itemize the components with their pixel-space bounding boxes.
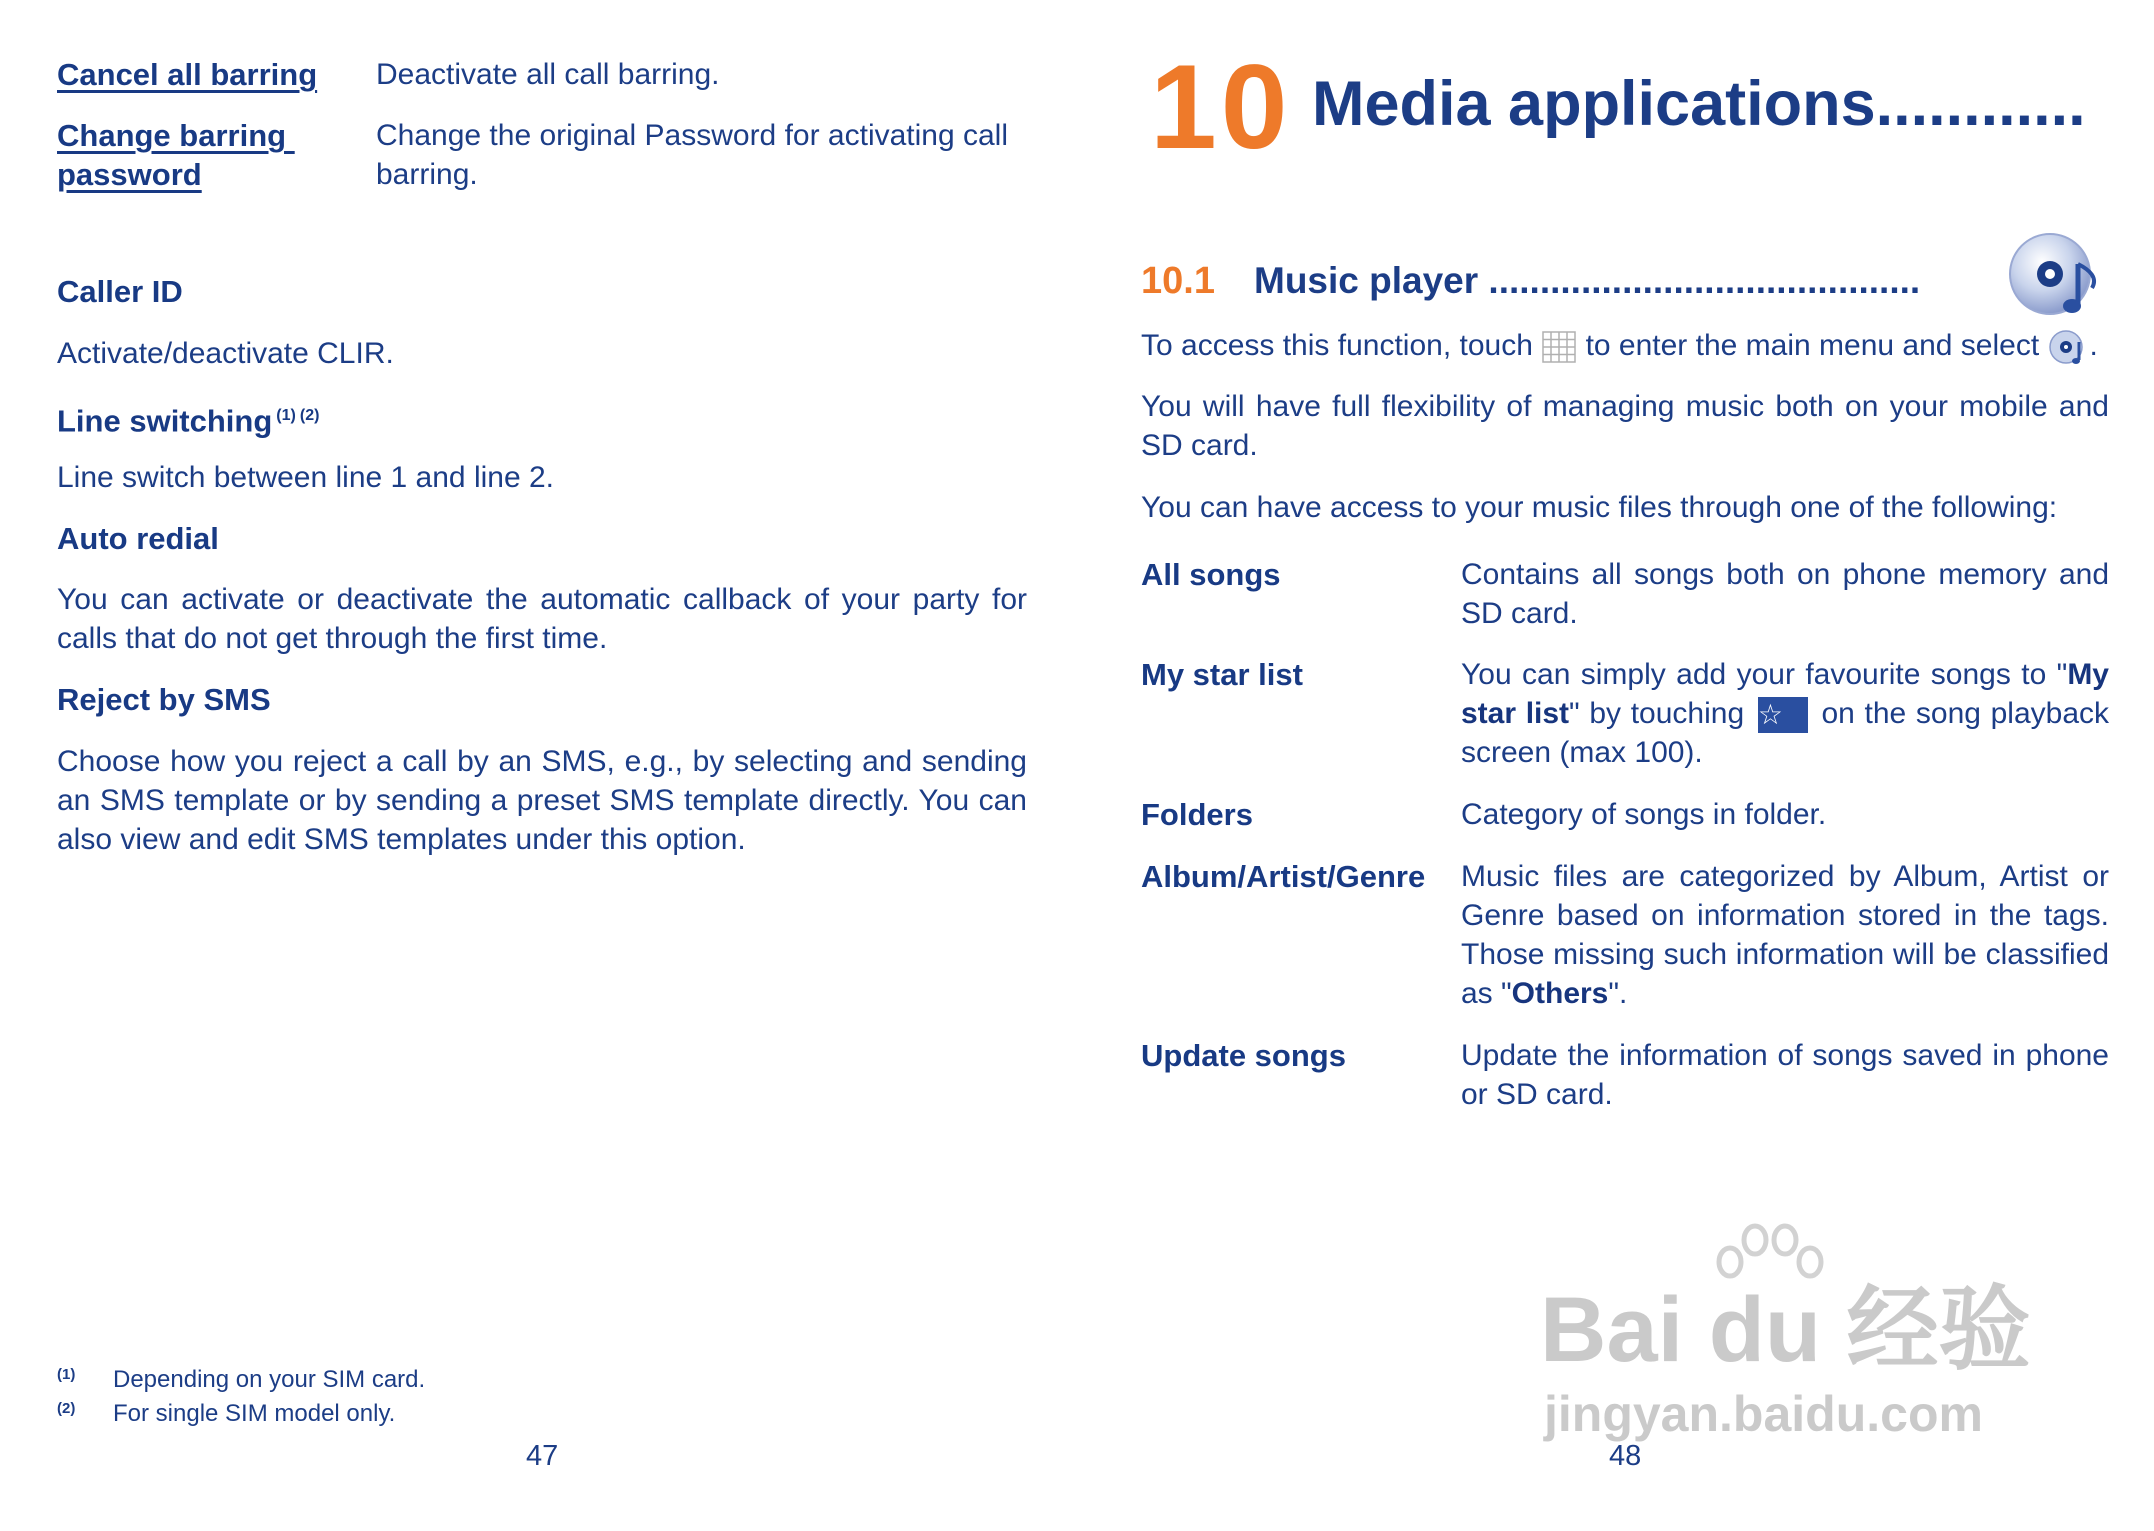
term-all-songs: All songs (1141, 557, 1281, 592)
term-my-star-list: My star list (1141, 657, 1303, 692)
music-app-icon (2048, 328, 2090, 366)
section-title: Music player .......................................... (1254, 260, 1921, 301)
music-disc-icon (2008, 230, 2104, 320)
baidu-watermark (1540, 1220, 2060, 1450)
desc-all-songs: Contains all songs both on phone memory and SD card. (1461, 558, 2109, 630)
text-line-switching: Line switch between line 1 and line 2. (57, 461, 554, 494)
desc-update-songs: Update the information of songs saved in phone or SD card. (1461, 1039, 2109, 1111)
term-folders: Folders (1141, 797, 1253, 832)
term-album-artist-genre: Album/Artist/Genre (1141, 859, 1426, 894)
footnote-2 (57, 1400, 395, 1428)
star-icon: ☆ (1758, 697, 1808, 733)
text-caller-id: Activate/deactivate CLIR. (57, 337, 394, 370)
star-list-bold-2: star list (1461, 697, 1570, 730)
desc-my-star-list (1461, 655, 2109, 772)
footnote-1-mark: (1) (57, 1366, 76, 1383)
footnote-1-text: Depending on your SIM card. (113, 1366, 426, 1393)
heading-auto-redial: Auto redial (57, 521, 219, 556)
star-list-text-a: You can simply add your favourite songs to " (1461, 658, 2068, 691)
heading-caller-id: Caller ID (57, 274, 183, 309)
footnote-ref-2: (2) (299, 407, 320, 424)
term-change-barring-line1: Change barring (57, 118, 295, 153)
desc-cancel-all-barring: Deactivate all call barring. (376, 58, 720, 91)
star-list-bold-1: My (2067, 658, 2109, 691)
watermark-line1: Bai du 经验 (1540, 1279, 2031, 1381)
album-text-b: ". (1608, 977, 1628, 1010)
term-cancel-all-barring: Cancel all barring (57, 57, 318, 92)
term-change-barring-line2: password (57, 157, 202, 192)
paragraph-access-options: You can have access to your music files through one of the following: (1141, 491, 2058, 524)
page-number-left: 47 (526, 1440, 559, 1472)
term-update-songs: Update songs (1141, 1038, 1346, 1073)
album-bold-others: Others (1511, 977, 1609, 1010)
main-menu-grid-icon (1541, 330, 1577, 364)
text-auto-redial: You can activate or deactivate the automatic callback of your party for calls that do not get through the first time. (57, 583, 1027, 655)
text-reject-by-sms: Choose how you reject a call by an SMS, e.g., by selecting and sending an SMS template or by sending a preset SMS template directly. You can also view and edit SMS templates under this option. (57, 745, 1027, 856)
access-text-b: to enter the main menu and select (1585, 329, 2040, 362)
access-text-a: To access this function, touch (1141, 329, 1533, 362)
footnote-2-mark: (2) (57, 1400, 76, 1417)
heading-reject-by-sms: Reject by SMS (57, 682, 271, 717)
album-text-a: Music files are categorized by Album, Artist or Genre based on information stored in the tags. Those missing such information will be classified as " (1461, 860, 2109, 1010)
chapter-number: 10 (1150, 40, 1292, 174)
footnote-1 (57, 1366, 425, 1394)
footnote-2-text: For single SIM model only. (113, 1400, 396, 1427)
chapter-title: Media applications............ (1312, 69, 2086, 139)
page-number-right: 48 (1609, 1440, 1642, 1472)
desc-change-barring-password: Change the original Password for activating call barring. (376, 119, 1009, 191)
access-line (1141, 326, 2096, 366)
heading-line-switching (57, 396, 319, 440)
paragraph-flexibility: You will have full flexibility of managing music both on your mobile and SD card. (1141, 390, 2109, 462)
star-list-text-b: " by touching (1569, 697, 1745, 730)
star-list-text-c: on the song playback screen (max 100). (1461, 697, 2109, 770)
footnote-ref-1: (1) (276, 407, 296, 424)
desc-folders: Category of songs in folder. (1461, 798, 1827, 831)
desc-album-artist-genre (1461, 857, 2109, 1013)
watermark-line2: jingyan.baidu.com (1544, 1386, 1983, 1442)
access-text-c: . (2089, 329, 2098, 362)
section-number: 10.1 (1141, 260, 1215, 302)
line-switching-label: Line switching (57, 403, 273, 439)
